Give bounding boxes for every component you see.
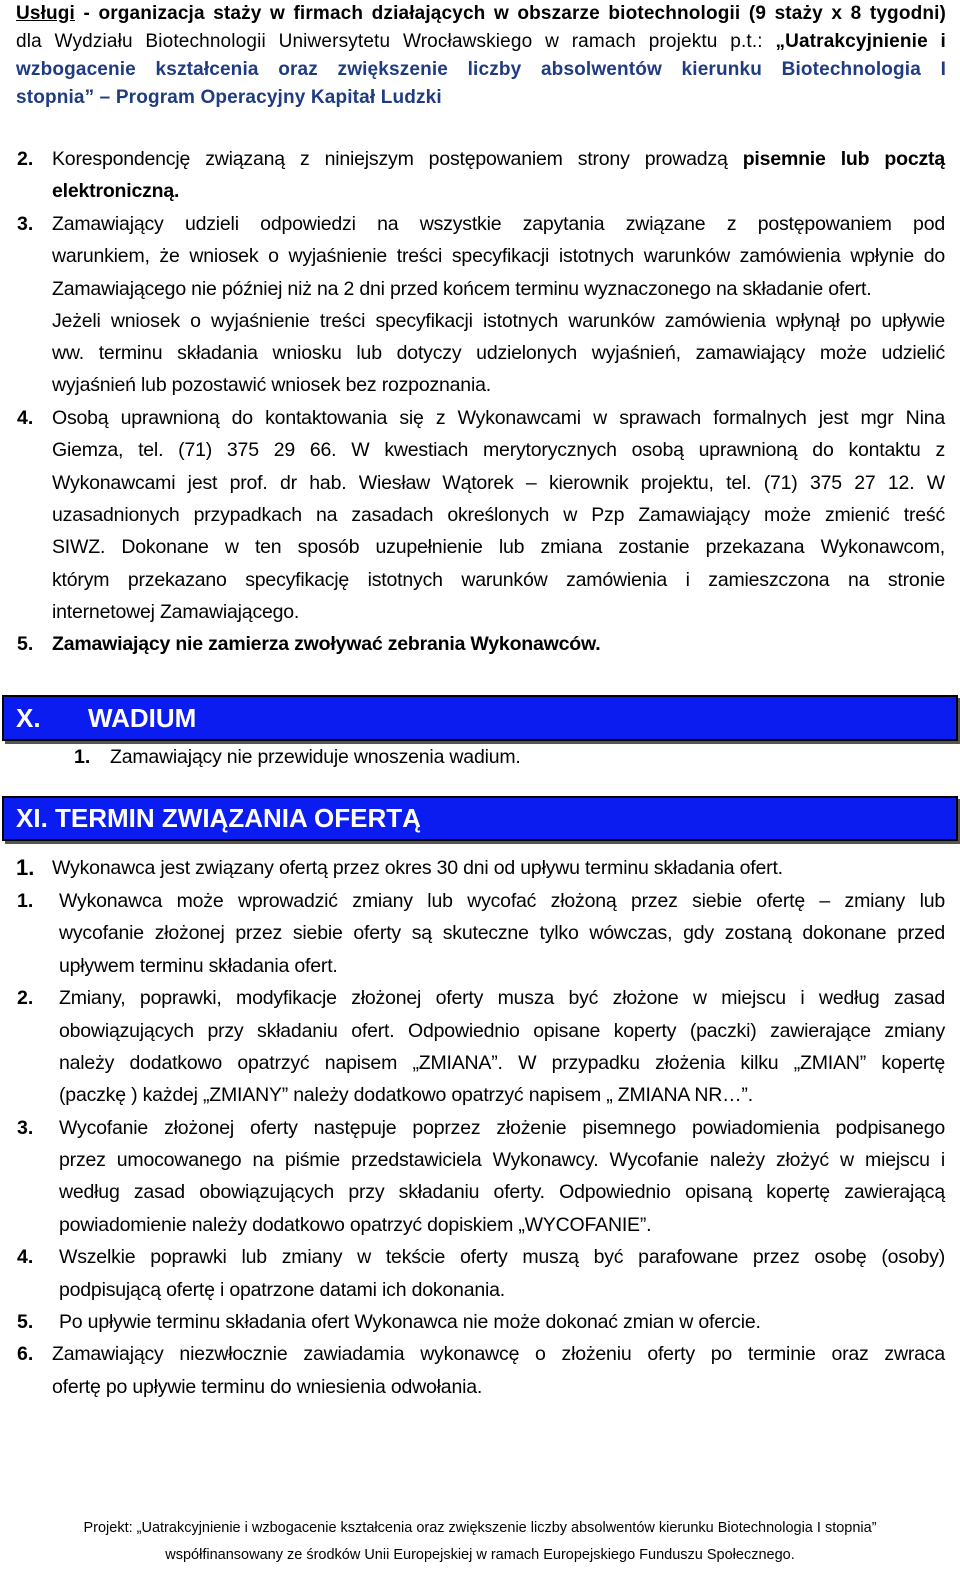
footer-project-line: Projekt: „Uatrakcyjnienie i wzbogacenie kształcenia oraz zwiększenie liczby absolwentów kierunku Biotechnologia I stopnia” [83, 1520, 877, 1536]
item-text-line: upływem terminu składania ofert. [59, 955, 338, 977]
item-text-line: Zamawiający niezwłocznie zawiadamia wykonawcę o złożeniu oferty po terminie oraz zwraca [52, 1343, 945, 1365]
item-number: 2. [17, 987, 34, 1009]
item-number: 2. [17, 148, 34, 170]
header-label: Usługi [16, 3, 75, 24]
item-number: 5. [17, 1311, 34, 1333]
item-text-line: ofertę po upływie terminu do wniesienia odwołania. [52, 1376, 483, 1398]
item-text-line: warunkiem, że wniosek o wyjaśnienie treści specyfikacji istotnych warunków zamówienia wpłynie do [52, 245, 945, 267]
item-text-line: Zmiany, poprawki, modyfikacje złożonej oferty musza być złożone w miejscu i według zasad [59, 987, 945, 1009]
item-text-line: elektroniczną. [52, 180, 180, 202]
item-text-line: Osobą uprawnioną do kontaktowania się z Wykonawcami w sprawach formalnych jest mgr Nina [52, 407, 945, 429]
item-text-line: według zasad obowiązujących przy składaniu oferty. Odpowiednio opisaną kopertę zawierającą [59, 1181, 945, 1203]
header-line-1 [16, 0, 946, 28]
item-text-line: Wszelkie poprawki lub zmiany w tekście oferty muszą być parafowane przez osobę (osoby) [59, 1246, 945, 1268]
header-project-name: „Uatrakcyjnienie i [762, 31, 946, 52]
item-text-line: należy dodatkowo opatrzyć napisem „ZMIANA”. W przypadku złożenia kilku „ZMIAN” kopertę [59, 1052, 945, 1074]
item-number: 3. [17, 1117, 34, 1139]
item-text-line: wycofanie złożonej przez siebie oferty są skuteczne tylko wówczas, gdy zostaną dokonane przed [59, 922, 945, 944]
item-text-line: Zamawiającego nie później niż na 2 dni przed końcem terminu wyznaczonego na składanie ofert. [52, 278, 872, 300]
header-title-part: - organizacja staży w firmach działających w obszarze biotechnologii (9 staży x 8 tygodni) [74, 3, 946, 24]
section-number: X. [16, 703, 41, 733]
item-text-line: Giemza, tel. (71) 375 29 66. W kwestiach merytorycznych osobą uprawnioną do kontaktu z [52, 439, 945, 461]
item-number: 1. [17, 890, 34, 912]
item-number: 5. [17, 633, 34, 655]
item-text-line: SIWZ. Dokonane w ten sposób uzupełnienie lub zmiana zostanie przekazana Wykonawcom, [52, 536, 945, 558]
item-text-line: Wykonawca jest związany ofertą przez okres 30 dni od upływu terminu składania ofert. [52, 857, 783, 879]
item-text-line: Jeżeli wniosek o wyjaśnienie treści specyfikacji istotnych warunków zamówienia wpłynął po upływie [52, 310, 945, 332]
item-text-line: (paczkę ) każdej „ZMIANY” należy dodatkowo opatrzyć napisem „ ZMIANA NR…”. [59, 1084, 753, 1106]
header-line-4: stopnia” – Program Operacyjny Kapitał Ludzki [16, 87, 442, 108]
item-text-line: podpisującą ofertę i opatrzone datami ich dokonania. [59, 1279, 505, 1301]
item-text-line: Wykonawcami jest prof. dr hab. Wiesław Wątorek – kierownik projektu, tel. (71) 375 27 12. W [52, 472, 945, 494]
section-banner-wadium [2, 695, 958, 741]
item-text-line: Wykonawca może wprowadzić zmiany lub wycofać złożoną przez siebie ofertę – zmiany lub [59, 890, 945, 912]
item-text-line: obowiązujących przy składaniu ofert. Odpowiednio opisane koperty (paczki) zawierające zmiany [59, 1020, 945, 1042]
section-banner-termin [2, 796, 958, 841]
item-text-line: ww. terminu składania wniosku lub dotyczy udzielonych wyjaśnień, zamawiający może udzielić [52, 342, 945, 364]
item-text-line: internetowej Zamawiającego. [52, 601, 300, 623]
header-line-2 [16, 28, 946, 56]
item-number: 1. [74, 746, 91, 768]
item-text-line: przez umocowanego na piśmie przedstawiciela Wykonawcy. Wycofanie należy złożyć w miejscu i [59, 1149, 945, 1171]
item-text-line: uzasadnionych przypadkach na zasadach określonych w Pzp Zamawiający może zmienić treść [52, 504, 945, 526]
section-title: XI. TERMIN ZWIĄZANIA OFERTĄ [16, 803, 421, 833]
item-text-line: Wycofanie złożonej oferty następuje poprzez złożenie pisemnego powiadomienia podpisanego [59, 1117, 945, 1139]
item-number: 6. [17, 1343, 34, 1365]
item-text-line: Zamawiający nie przewiduje wnoszenia wadium. [110, 746, 521, 768]
item-text-line: Korespondencję związaną z niniejszym postępowaniem strony prowadzą pisemnie lub pocztą [52, 148, 945, 170]
item-text-line: Po upływie terminu składania ofert Wykonawca nie może dokonać zmian w ofercie. [59, 1311, 761, 1333]
item-text-line: wyjaśnień lub pozostawić wniosek bez rozpoznania. [52, 374, 491, 396]
item-text-line: powiadomienie należy dodatkowo opatrzyć dopiskiem „WYCOFANIE”. [59, 1214, 652, 1236]
item-number: 1. [16, 855, 35, 880]
item-number: 4. [17, 1246, 34, 1268]
footer-funding-line: współfinansowany ze środków Unii Europejskiej w ramach Europejskiego Funduszu Społecznego. [165, 1547, 795, 1563]
item-number: 3. [17, 213, 34, 235]
header-line-3: wzbogacenie kształcenia oraz zwiększenie liczby absolwentów kierunku Biotechnologia I [16, 59, 946, 80]
item-text-line: Zamawiający nie zamierza zwoływać zebrania Wykonawców. [52, 633, 601, 655]
section-title: WADIUM [88, 703, 197, 733]
item-text-line: którym przekazano specyfikację istotnych warunków zamówienia i zamieszczona na stronie [52, 569, 945, 591]
item-text-line: Zamawiający udzieli odpowiedzi na wszystkie zapytania związane z postępowaniem pod [52, 213, 945, 235]
item-number: 4. [17, 407, 34, 429]
header-text-plain: dla Wydziału Biotechnologii Uniwersytetu Wrocławskiego w ramach projektu p.t.: [16, 31, 763, 52]
